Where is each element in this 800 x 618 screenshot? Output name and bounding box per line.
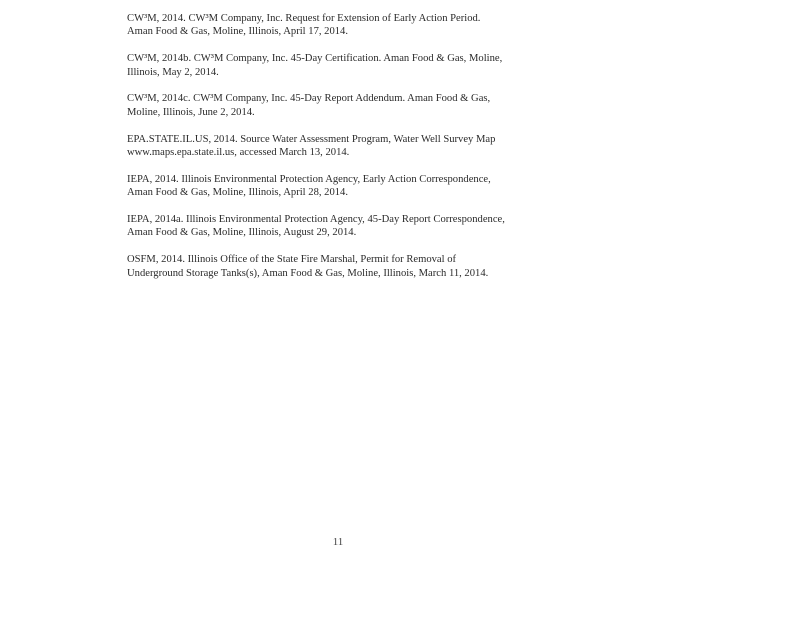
reference-entry: OSFM, 2014. Illinois Office of the State Fire Marshal, Permit for Removal of Underground Storage Tanks(s), Aman Food & Gas, Moline, Illinois, March 11, 2014.: [127, 254, 489, 279]
page-number: 11: [332, 536, 344, 548]
reference-entry: CW³M, 2014c. CW³M Company, Inc. 45-Day Report Addendum. Aman Food & Gas, Moline, Illinois, June 2, 2014.: [127, 93, 491, 118]
reference-entry: CW³M, 2014. CW³M Company, Inc. Request for Extension of Early Action Period. Aman Food & Gas, Moline, Illinois, April 17, 2014.: [127, 13, 481, 38]
reference-entry: CW³M, 2014b. CW³M Company, Inc. 45-Day Certification. Aman Food & Gas, Moline, Illinois, May 2, 2014.: [127, 53, 503, 78]
reference-entry: IEPA, 2014. Illinois Environmental Protection Agency, Early Action Correspondence, Aman Food & Gas, Moline, Illinois, April 28, 2014.: [127, 173, 491, 199]
reference-entry: EPA.STATE.IL.US, 2014. Source Water Assessment Program, Water Well Survey Map www.maps.epa.state.il.us, accessed March 13, 2014.: [127, 133, 496, 159]
reference-entry: IEPA, 2014a. Illinois Environmental Protection Agency, 45-Day Report Correspondence, Aman Food & Gas, Moline, Illinois, August 29, 2014.: [127, 214, 505, 239]
reference-list: [127, 12, 557, 293]
